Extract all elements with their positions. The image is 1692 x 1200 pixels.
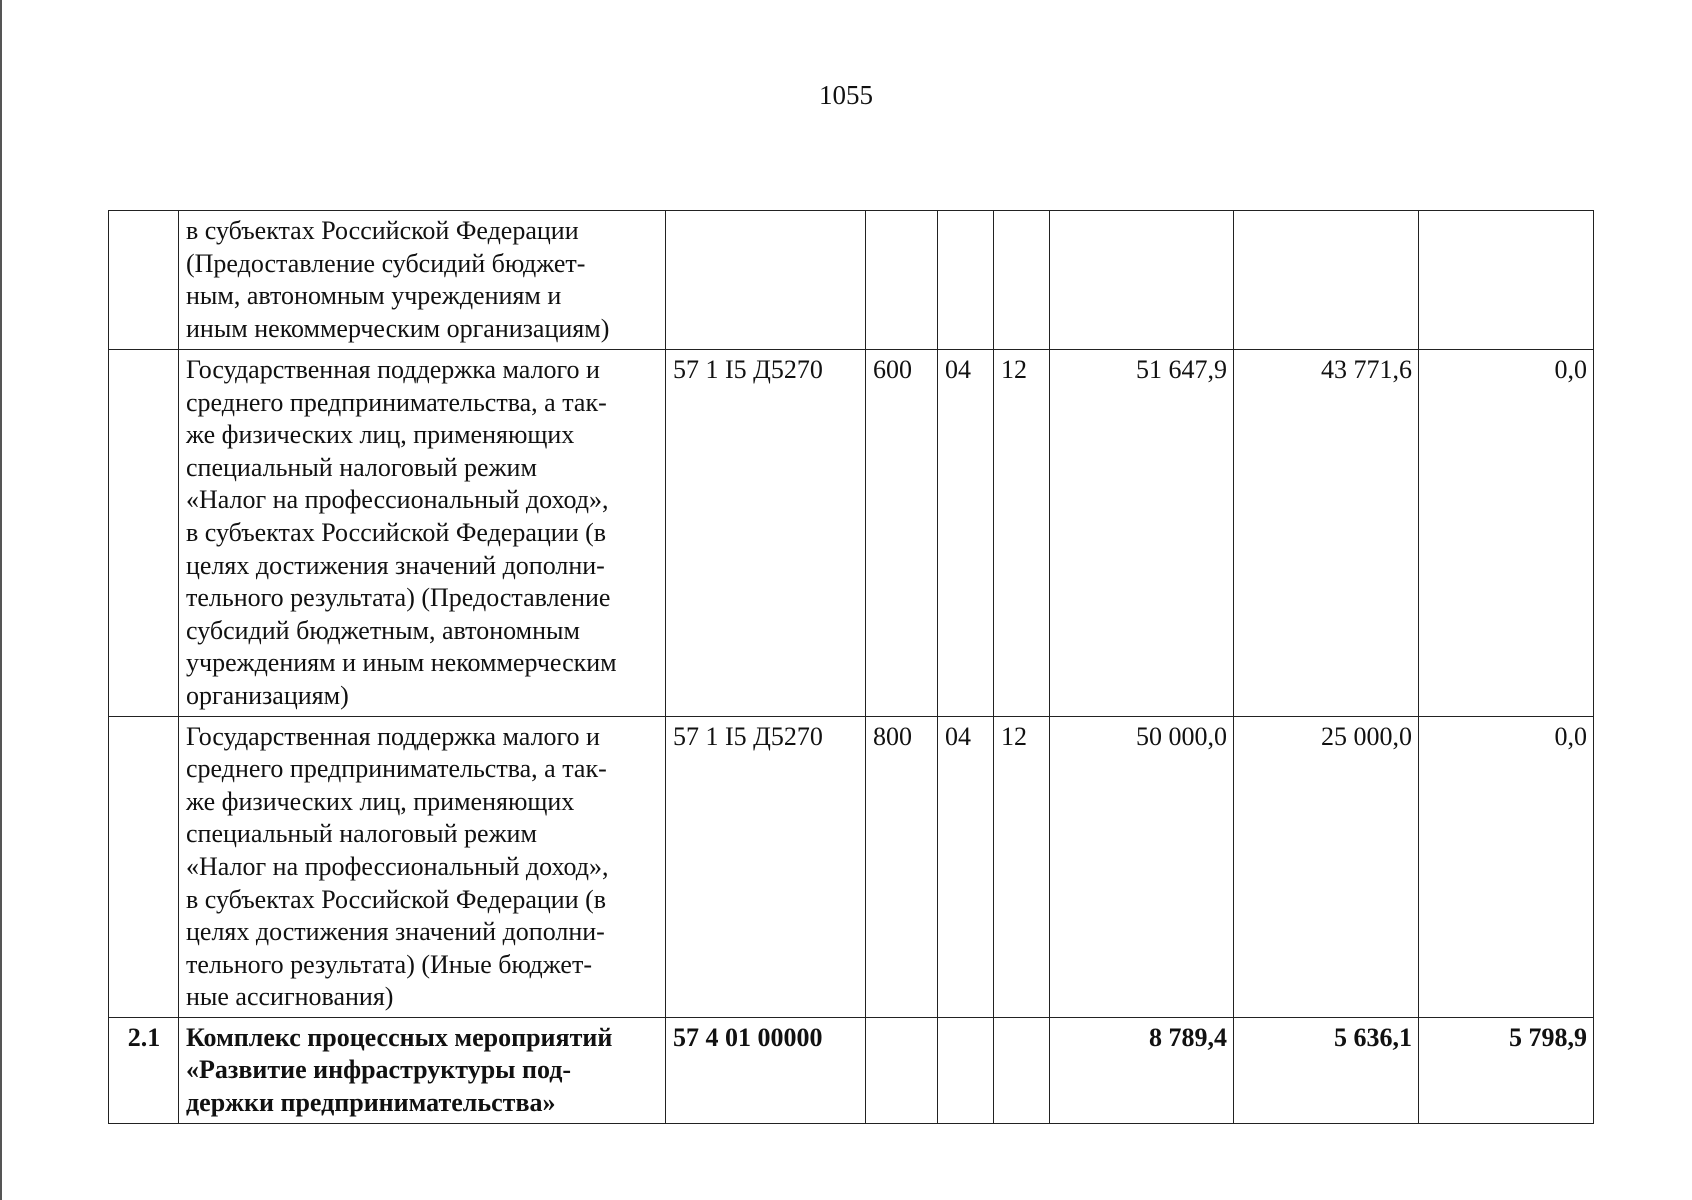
amount-3-cell: 5 798,9 [1419, 1017, 1594, 1123]
expense-type-cell [866, 1017, 938, 1123]
description-line: целях достижения значений дополни- [186, 550, 605, 580]
description-line: учреждениям и иным некоммерческим [186, 648, 617, 678]
section-cell: 04 [938, 350, 994, 717]
page-left-edge [0, 0, 2, 1200]
description-line: «Налог на профессиональный доход», [186, 851, 609, 881]
description-line: Комплекс процессных мероприятий [186, 1022, 613, 1052]
amount-1-cell: 8 789,4 [1050, 1017, 1234, 1123]
amount-2-cell [1234, 211, 1419, 350]
amount-3-cell: 0,0 [1419, 716, 1594, 1017]
description-cell [179, 211, 666, 350]
amount-1-cell: 51 647,9 [1050, 350, 1234, 717]
description-cell [179, 1017, 666, 1123]
description-line: среднего предпринимательства, а так- [186, 387, 607, 417]
description-line: организациям) [186, 680, 349, 710]
subsection-cell [994, 211, 1050, 350]
amount-2-cell: 25 000,0 [1234, 716, 1419, 1017]
description-line: субсидий бюджетным, автономным [186, 615, 580, 645]
description-line: Государственная поддержка малого и [186, 721, 600, 751]
amount-3-cell [1419, 211, 1594, 350]
amount-1-cell: 50 000,0 [1050, 716, 1234, 1017]
description-line: специальный налоговый режим [186, 452, 537, 482]
description-cell [179, 350, 666, 717]
description-line: целях достижения значений дополни- [186, 917, 605, 947]
description-line: же физических лиц, применяющих [186, 786, 575, 816]
description-line: ным, автономным учреждениям и [186, 281, 562, 311]
description-line: в субъектах Российской Федерации [186, 216, 579, 245]
target-code-cell: 57 4 01 00000 [666, 1017, 866, 1123]
table-row [109, 350, 1594, 717]
amount-2-cell: 43 771,6 [1234, 350, 1419, 717]
section-cell: 04 [938, 716, 994, 1017]
description-line: в субъектах Российской Федерации (в [186, 517, 607, 547]
subsection-cell: 12 [994, 350, 1050, 717]
expense-type-cell [866, 211, 938, 350]
description-line: в субъектах Российской Федерации (в [186, 884, 607, 914]
expense-type-cell: 600 [866, 350, 938, 717]
target-code-cell: 57 1 I5 Д5270 [666, 350, 866, 717]
table-row [109, 716, 1594, 1017]
description-line: «Развитие инфраструктуры под- [186, 1055, 572, 1085]
subsection-cell [994, 1017, 1050, 1123]
description-line: специальный налоговый режим [186, 819, 537, 849]
row-number-cell [109, 716, 179, 1017]
amount-1-cell [1050, 211, 1234, 350]
description-line: ные ассигнования) [186, 982, 394, 1012]
table-row [109, 1017, 1594, 1123]
description-line: иным некоммерческим организациям) [186, 313, 610, 343]
amount-3-cell: 0,0 [1419, 350, 1594, 717]
page-number: 1055 [819, 80, 873, 110]
description-line: Государственная поддержка малого и [186, 355, 600, 384]
description-line: среднего предпринимательства, а так- [186, 754, 607, 784]
description-line: (Предоставление субсидий бюджет- [186, 248, 586, 278]
amount-2-cell: 5 636,1 [1234, 1017, 1419, 1123]
row-number-cell [109, 211, 179, 350]
row-number-cell: 2.1 [109, 1017, 179, 1123]
description-line: тельного результата) (Предоставление [186, 583, 611, 613]
budget-table [108, 210, 1594, 1124]
subsection-cell: 12 [994, 716, 1050, 1017]
target-code-cell: 57 1 I5 Д5270 [666, 716, 866, 1017]
description-cell [179, 716, 666, 1017]
description-line: «Налог на профессиональный доход», [186, 485, 609, 515]
target-code-cell [666, 211, 866, 350]
expense-type-cell: 800 [866, 716, 938, 1017]
description-line: же физических лиц, применяющих [186, 420, 575, 450]
description-line: тельного результата) (Иные бюджет- [186, 949, 592, 979]
table-row [109, 211, 1594, 350]
row-number-cell [109, 350, 179, 717]
section-cell [938, 211, 994, 350]
description-line: держки предпринимательства» [186, 1088, 556, 1118]
section-cell [938, 1017, 994, 1123]
